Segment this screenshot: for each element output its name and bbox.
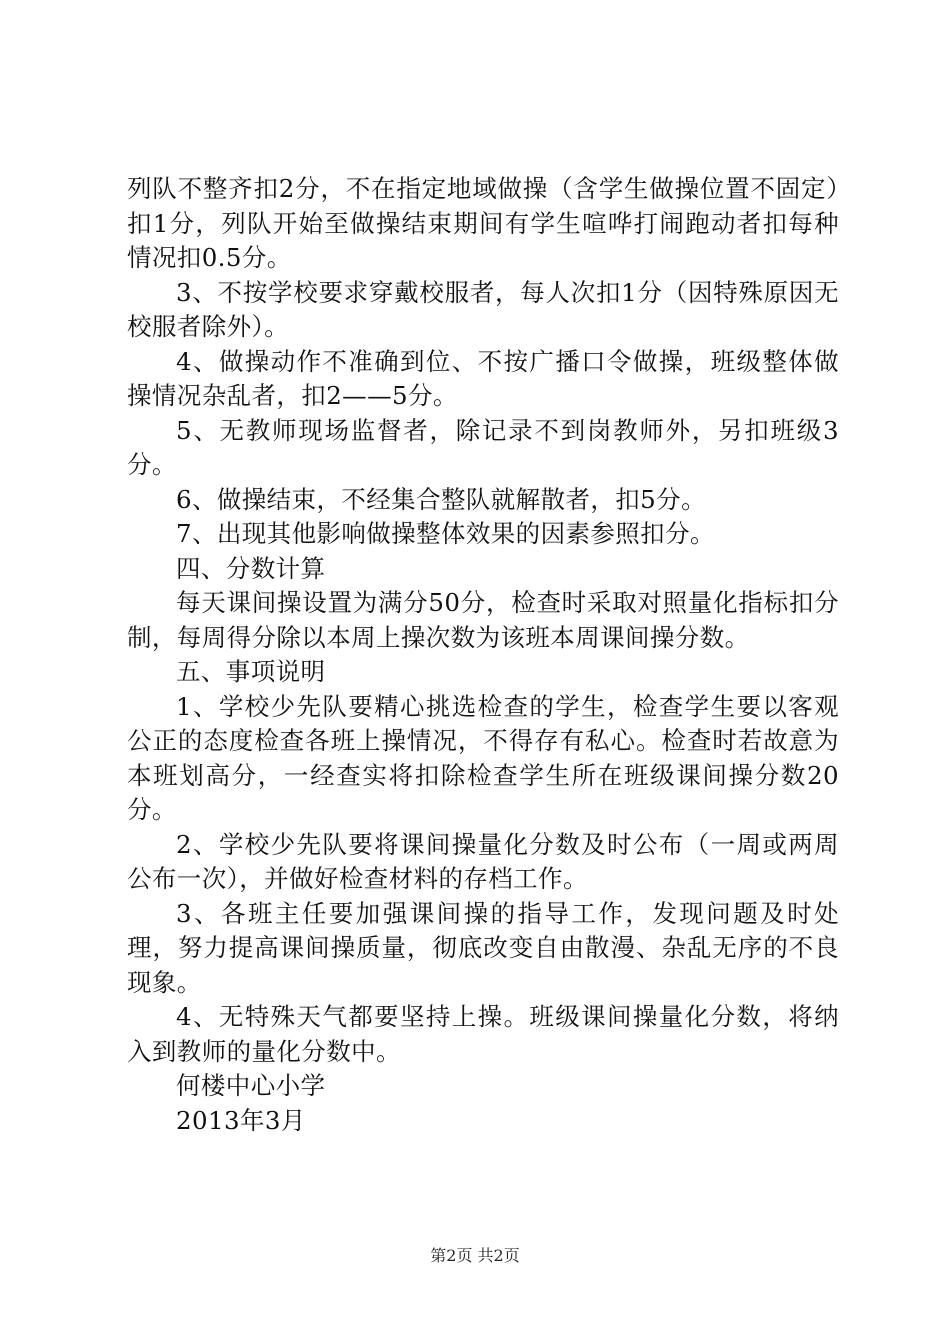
paragraph: 2、学校少先队要将课间操量化分数及时公布（一周或两周公布一次），并做好检查材料的存档工作。 xyxy=(127,829,839,893)
page-number-footer: 第2页 共2页 xyxy=(430,1246,520,1265)
paragraph: 5、无教师现场监督者，除记录不到岗教师外，另扣班级3分。 xyxy=(127,415,839,479)
paragraph: 每天课间操设置为满分50分，检查时采取对照量化指标扣分制，每周得分除以本周上操次数为该班本周课间操分数。 xyxy=(127,588,839,652)
paragraph: 3、不按学校要求穿戴校服者，每人次扣1分（因特殊原因无校服者除外）。 xyxy=(127,277,839,341)
document-body xyxy=(127,172,839,1138)
paragraph: 3、各班主任要加强课间操的指导工作，发现问题及时处理，努力提高课间操质量，彻底改变自由散漫、杂乱无序的不良现象。 xyxy=(127,898,839,997)
paragraph: 列队不整齐扣2分，不在指定地域做操（含学生做操位置不固定）扣1分，列队开始至做操结束期间有学生喧哗打闹跑动者扣每种情况扣0.5分。 xyxy=(127,174,839,272)
signature-school: 何楼中心小学 xyxy=(176,1071,326,1100)
paragraph: 7、出现其他影响做操整体效果的因素参照扣分。 xyxy=(176,519,715,548)
section-heading: 四、分数计算 xyxy=(176,553,326,583)
paragraph: 4、无特殊天气都要坚持上操。班级课间操量化分数，将纳入到教师的量化分数中。 xyxy=(127,1002,839,1066)
paragraph: 6、做操结束，不经集合整队就解散者，扣5分。 xyxy=(176,484,706,514)
paragraph: 4、做操动作不准确到位、不按广播口令做操，班级整体做操情况杂乱者，扣2——5分。 xyxy=(127,346,839,410)
signature-date: 2013年3月 xyxy=(176,1105,306,1135)
section-heading: 五、事项说明 xyxy=(176,657,326,686)
paragraph: 1、学校少先队要精心挑选检查的学生，检查学生要以客观公正的态度检查各班上操情况，不得存有私心。检查时若故意为本班划高分，一经查实将扣除检查学生所在班级课间操分数20分。 xyxy=(127,691,839,824)
